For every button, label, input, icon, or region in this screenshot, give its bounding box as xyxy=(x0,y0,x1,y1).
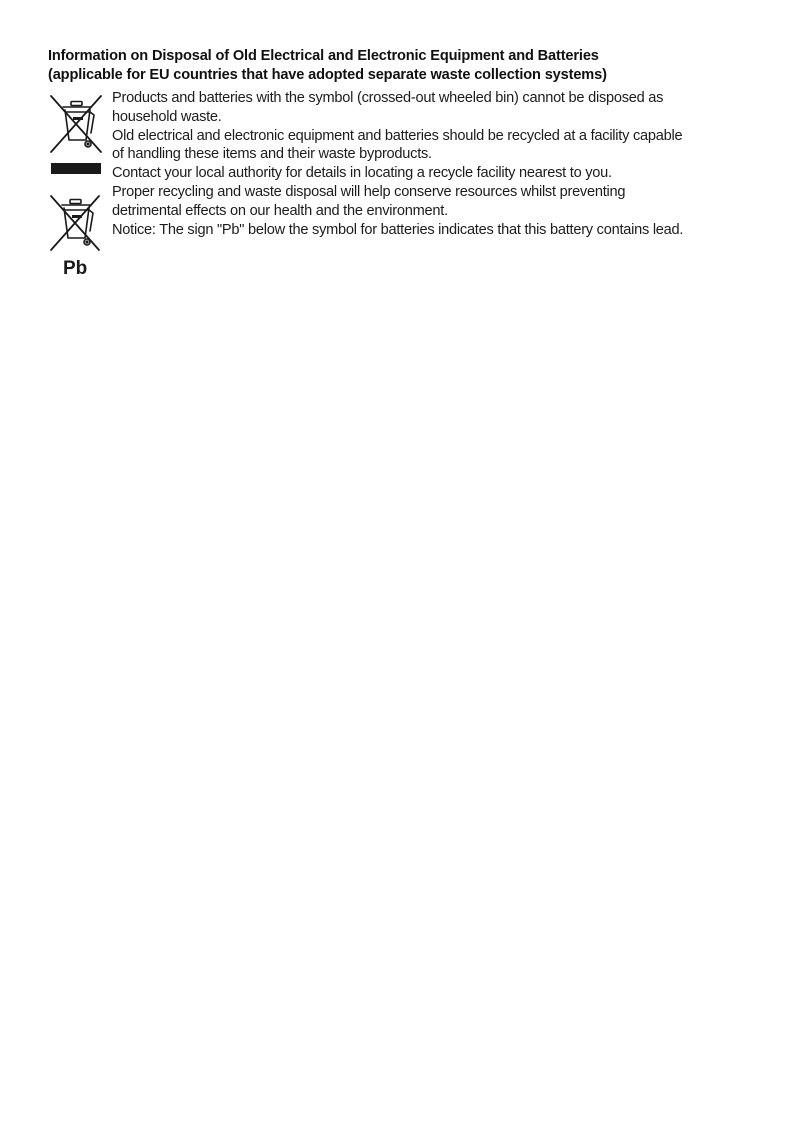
disposal-heading xyxy=(48,47,768,85)
body-line: Products and batteries with the symbol (crossed-out wheeled bin) cannot be disposed as xyxy=(112,90,664,106)
body-line: Old electrical and electronic equipment and batteries should be recycled at a facility capable xyxy=(112,127,683,144)
disposal-symbols xyxy=(46,91,106,291)
heading-line-2: (applicable for EU countries that have adopted separate waste collection systems) xyxy=(48,67,607,83)
body-line: of handling these items and their waste byproducts. xyxy=(112,146,432,163)
battery-bin-icon xyxy=(47,194,103,252)
solid-black-bar-icon xyxy=(51,163,101,174)
heading-line-1: Information on Disposal of Old Electrical and Electronic Equipment and Batteries xyxy=(48,48,599,64)
body-line: detrimental effects on our health and the environment. xyxy=(112,202,448,219)
crossed-out-wheeled-bin-icon xyxy=(48,93,104,155)
body-line: Proper recycling and waste disposal will help conserve resources whilst preventing xyxy=(112,183,626,200)
body-line: Contact your local authority for details in locating a recycle facility nearest to you. xyxy=(112,165,612,182)
body-line: household waste. xyxy=(112,108,222,125)
disposal-body-text xyxy=(112,89,772,239)
body-line: Notice: The sign "Pb" below the symbol for batteries indicates that this battery contains lead. xyxy=(112,221,684,238)
lead-symbol-label: Pb xyxy=(63,258,88,279)
